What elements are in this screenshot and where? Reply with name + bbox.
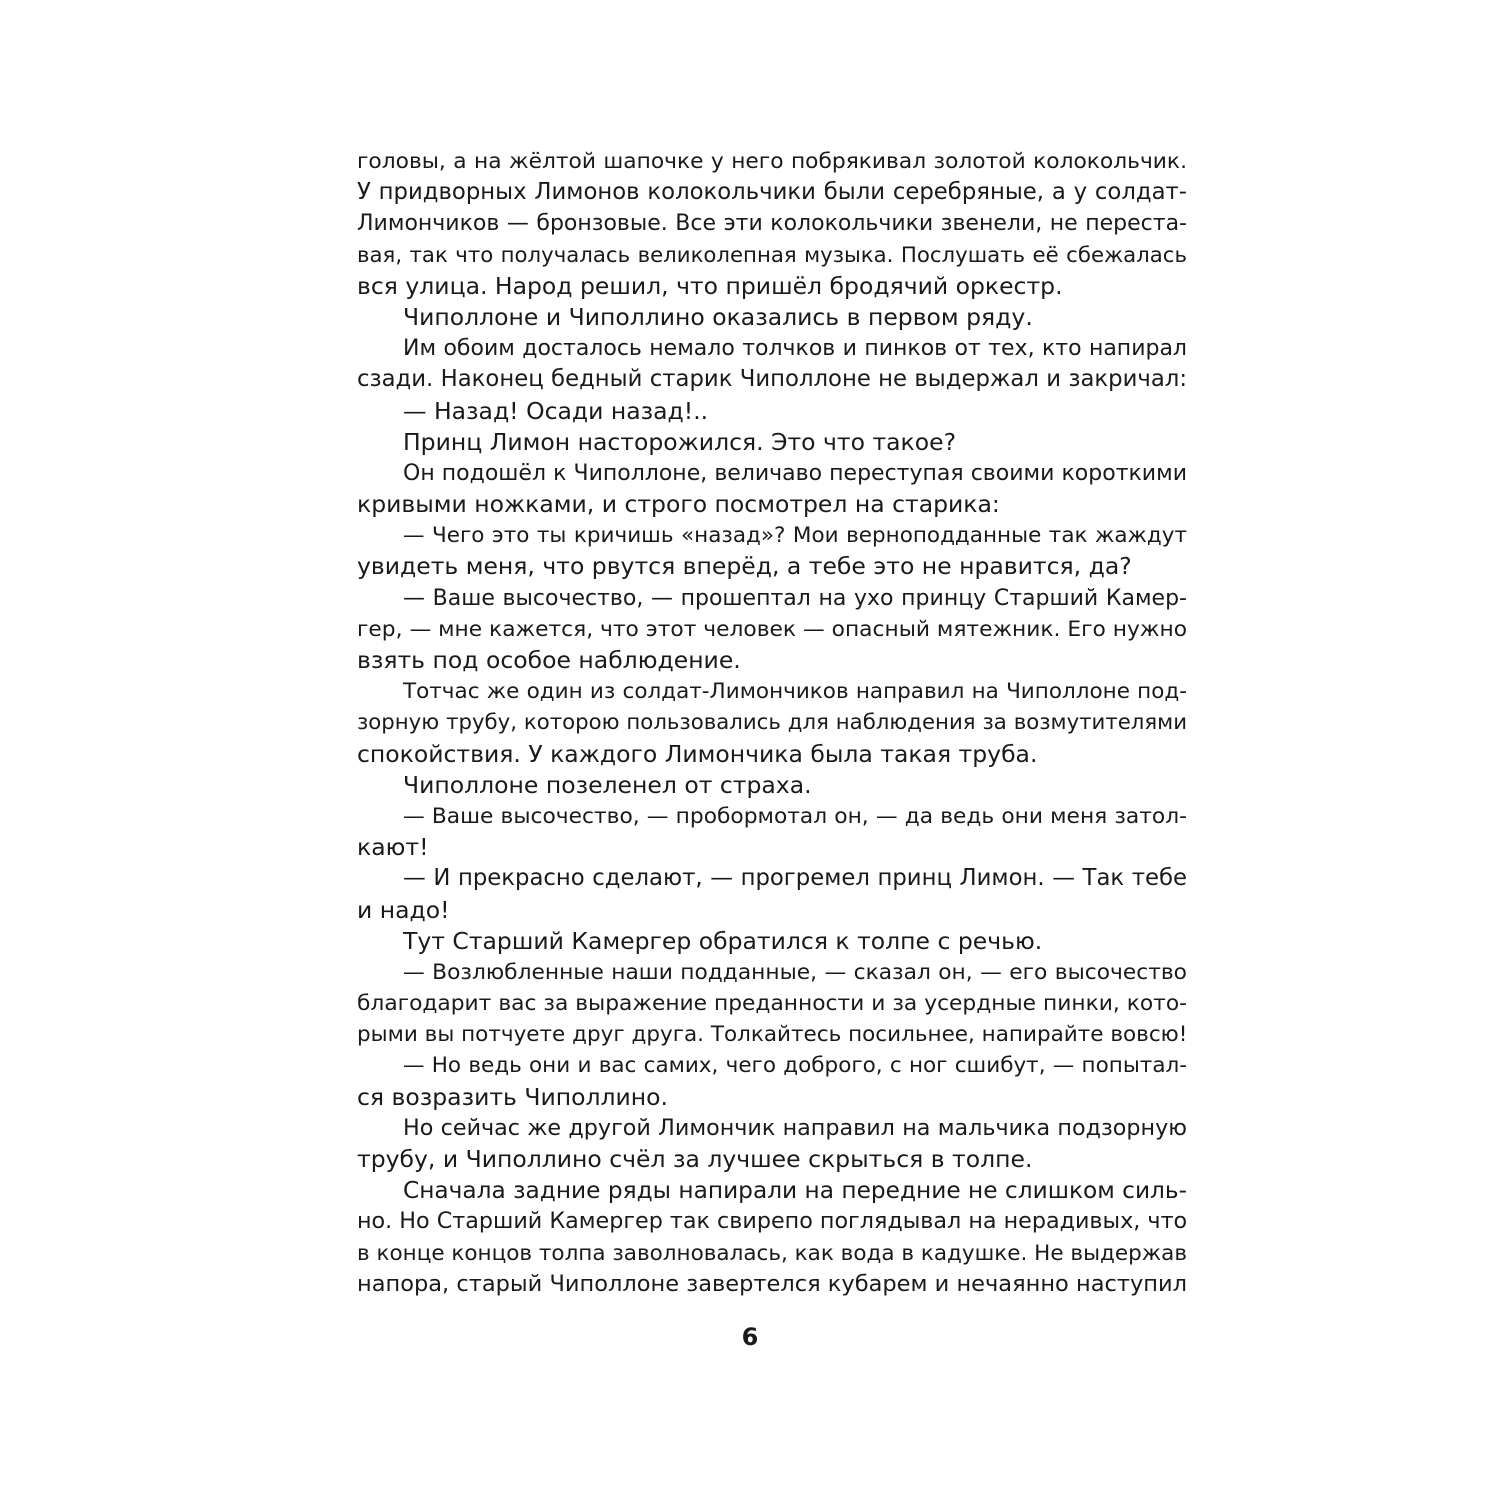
text-line: Сначала задние ряды напирали на передние не слишком силь- [403,1177,1188,1205]
text-line: — Возлюбленные наши подданные, — сказал он, — его высочество [403,959,1187,985]
text-line: — Но ведь они и вас самих, чего доброго, с ног сшибут, — попытал- [403,1053,1187,1079]
text-line: взять под особое наблюдение. [357,646,741,674]
text-line: напора, старый Чиполлоне завертелся кубарем и нечаянно наступил [357,1270,1187,1297]
text-line: спокойствия. У каждого Лимончика была такая труба. [357,739,1038,768]
text-line: но. Но Старший Камергер так свирепо поглядывал на нерадивых, что [357,1208,1188,1235]
text-line: Он подошёл к Чиполлоне, величаво переступая своими короткими [403,460,1187,486]
text-line: — Ваше высочество, — прошептал на ухо принцу Старший Камер- [403,585,1187,611]
text-line: сзади. Наконец бедный старик Чиполлоне не выдержал и закричал: [357,366,1187,393]
text-line: вся улица. Народ решил, что пришёл бродячий оркестр. [357,271,1063,300]
text-line: Тут Старший Камергер обратился к толпе с речью. [403,926,1043,955]
text-line: — И прекрасно сделают, — прогремел принц Лимон. — Так тебе [403,865,1187,892]
text-line: гер, — мне кажется, что этот человек — опасный мятежник. Его нужно [357,616,1187,642]
text-line: трубу, и Чиполлино счёл за лучшее скрыться в толпе. [357,1145,1033,1173]
text-line: и надо! [357,895,450,924]
text-line: У придворных Лимонов колокольчики были серебряные, а у солдат- [357,179,1187,206]
text-line: ся возразить Чиполлино. [357,1082,668,1111]
text-line: Чиполлоне и Чиполлино оказались в первом ряду. [403,302,1033,331]
text-line: Принц Лимон насторожился. Это что такое? [403,427,957,456]
text-line: Чиполлоне позеленел от страха. [403,770,812,799]
text-line: головы, а на жёлтой шапочке у него побрякивал золотой колокольчик. [357,149,1187,174]
text-line: кают! [357,833,429,862]
text-line: рыми вы потчуете друг друга. Толкайтесь посильнее, напирайте вовсю! [357,1022,1188,1048]
text-line: вая, так что получалась великолепная музыка. Послушать её сбежалась [357,242,1187,268]
text-line: Лимончиков — бронзовые. Все эти колокольчики звенели, не переста- [357,211,1187,237]
text-line: зорную трубу, которою пользовались для наблюдения за возмутителями [357,710,1187,736]
text-line: Им обоим досталось немало толчков и пинков от тех, кто напирал [403,336,1187,362]
text-line: Тотчас же один из солдат-Лимончиков направил на Чиполлоне под- [403,679,1187,705]
body-text [357,146,1187,1300]
text-line: увидеть меня, что рвутся вперёд, а тебе это не нравится, да? [357,552,1132,581]
text-line: — Назад! Осади назад!.. [403,396,709,425]
text-line: — Чего это ты кричишь «назад»? Мои верноподданные так жаждут [403,523,1187,549]
text-line: благодарит вас за выражение преданности и за усердные пинки, кото- [357,991,1187,1017]
text-line: в конце концов толпа заволновалась, как вода в кадушке. Не выдержав [357,1240,1188,1266]
text-line: — Ваше высочество, — пробормотал он, — да ведь они меня затол- [403,803,1187,829]
text-line: кривыми ножками, и строго посмотрел на старика: [357,490,1000,519]
page-number: 6 [741,1323,759,1351]
text-line: Но сейчас же другой Лимончик направил на мальчика подзорную [403,1114,1187,1141]
